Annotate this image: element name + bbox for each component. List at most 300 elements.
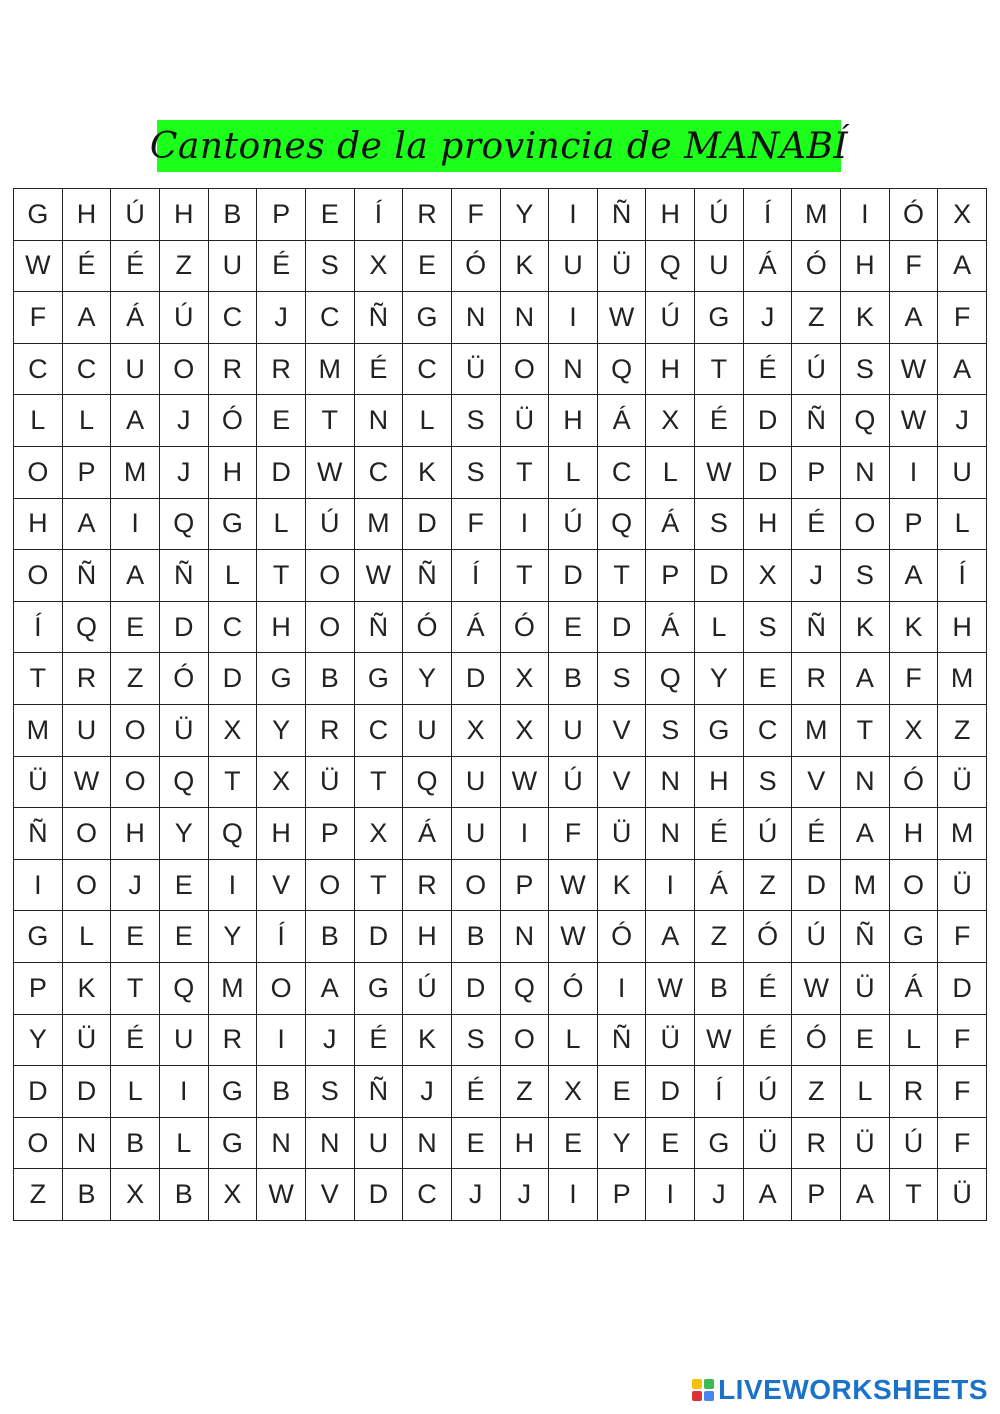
grid-cell[interactable]: Ü	[14, 757, 63, 809]
grid-cell[interactable]: Ñ	[792, 602, 841, 654]
grid-cell[interactable]: X	[257, 757, 306, 809]
grid-cell[interactable]: Á	[646, 499, 695, 551]
grid-cell[interactable]: E	[549, 1118, 598, 1170]
grid-cell[interactable]: X	[355, 241, 404, 293]
grid-cell[interactable]: C	[403, 1169, 452, 1221]
grid-cell[interactable]: S	[841, 550, 890, 602]
grid-cell[interactable]: J	[160, 395, 209, 447]
grid-cell[interactable]: S	[598, 653, 647, 705]
grid-cell[interactable]: V	[257, 860, 306, 912]
grid-cell[interactable]: N	[646, 808, 695, 860]
grid-cell[interactable]: D	[403, 499, 452, 551]
grid-cell[interactable]: D	[695, 550, 744, 602]
grid-cell[interactable]: H	[63, 189, 112, 241]
grid-cell[interactable]: É	[63, 241, 112, 293]
grid-cell[interactable]: Q	[598, 344, 647, 396]
grid-cell[interactable]: B	[111, 1118, 160, 1170]
grid-cell[interactable]: D	[355, 911, 404, 963]
grid-cell[interactable]: Ñ	[355, 292, 404, 344]
grid-cell[interactable]: W	[890, 395, 939, 447]
grid-cell[interactable]: Y	[695, 653, 744, 705]
grid-cell[interactable]: Ü	[938, 757, 987, 809]
grid-cell[interactable]: G	[355, 653, 404, 705]
grid-cell[interactable]: U	[209, 241, 258, 293]
grid-cell[interactable]: E	[452, 1118, 501, 1170]
grid-cell[interactable]: Ú	[403, 963, 452, 1015]
grid-cell[interactable]: A	[890, 550, 939, 602]
grid-cell[interactable]: O	[452, 860, 501, 912]
grid-cell[interactable]: H	[549, 395, 598, 447]
grid-cell[interactable]: Ñ	[160, 550, 209, 602]
grid-cell[interactable]: B	[257, 1066, 306, 1118]
grid-cell[interactable]: O	[111, 705, 160, 757]
grid-cell[interactable]: É	[744, 1015, 793, 1067]
grid-cell[interactable]: P	[792, 1169, 841, 1221]
grid-cell[interactable]: I	[209, 860, 258, 912]
grid-cell[interactable]: D	[549, 550, 598, 602]
grid-cell[interactable]: E	[598, 1066, 647, 1118]
grid-cell[interactable]: X	[209, 705, 258, 757]
grid-cell[interactable]: J	[792, 550, 841, 602]
grid-cell[interactable]: W	[549, 860, 598, 912]
grid-cell[interactable]: V	[598, 705, 647, 757]
grid-cell[interactable]: G	[14, 189, 63, 241]
grid-cell[interactable]: P	[306, 808, 355, 860]
grid-cell[interactable]: F	[14, 292, 63, 344]
grid-cell[interactable]: B	[695, 963, 744, 1015]
grid-cell[interactable]: E	[257, 395, 306, 447]
grid-cell[interactable]: D	[160, 602, 209, 654]
grid-cell[interactable]: W	[355, 550, 404, 602]
grid-cell[interactable]: M	[306, 344, 355, 396]
grid-cell[interactable]: E	[111, 911, 160, 963]
grid-cell[interactable]: U	[355, 1118, 404, 1170]
grid-cell[interactable]: Á	[744, 241, 793, 293]
grid-cell[interactable]: R	[209, 1015, 258, 1067]
grid-cell[interactable]: E	[646, 1118, 695, 1170]
grid-cell[interactable]: U	[695, 241, 744, 293]
grid-cell[interactable]: O	[501, 344, 550, 396]
grid-cell[interactable]: J	[306, 1015, 355, 1067]
grid-cell[interactable]: Ü	[160, 705, 209, 757]
grid-cell[interactable]: Ü	[501, 395, 550, 447]
grid-cell[interactable]: L	[209, 550, 258, 602]
grid-cell[interactable]: K	[841, 602, 890, 654]
grid-cell[interactable]: N	[549, 344, 598, 396]
grid-cell[interactable]: Ñ	[598, 1015, 647, 1067]
grid-cell[interactable]: C	[744, 705, 793, 757]
grid-cell[interactable]: J	[160, 447, 209, 499]
grid-cell[interactable]: Í	[257, 911, 306, 963]
grid-cell[interactable]: M	[792, 189, 841, 241]
grid-cell[interactable]: L	[111, 1066, 160, 1118]
grid-cell[interactable]: Q	[841, 395, 890, 447]
grid-cell[interactable]: É	[695, 395, 744, 447]
grid-cell[interactable]: I	[549, 1169, 598, 1221]
grid-cell[interactable]: I	[111, 499, 160, 551]
grid-cell[interactable]: Q	[209, 808, 258, 860]
grid-cell[interactable]: X	[938, 189, 987, 241]
grid-cell[interactable]: Í	[695, 1066, 744, 1118]
grid-cell[interactable]: G	[14, 911, 63, 963]
grid-cell[interactable]: Ü	[744, 1118, 793, 1170]
grid-cell[interactable]: D	[744, 447, 793, 499]
grid-cell[interactable]: É	[111, 241, 160, 293]
grid-cell[interactable]: K	[501, 241, 550, 293]
grid-cell[interactable]: Ó	[209, 395, 258, 447]
grid-cell[interactable]: Y	[403, 653, 452, 705]
grid-cell[interactable]: G	[257, 653, 306, 705]
grid-cell[interactable]: L	[938, 499, 987, 551]
grid-cell[interactable]: P	[646, 550, 695, 602]
grid-cell[interactable]: N	[841, 447, 890, 499]
grid-cell[interactable]: Ó	[744, 911, 793, 963]
grid-cell[interactable]: Ú	[160, 292, 209, 344]
grid-cell[interactable]: W	[598, 292, 647, 344]
grid-cell[interactable]: S	[841, 344, 890, 396]
grid-cell[interactable]: Á	[890, 963, 939, 1015]
grid-cell[interactable]: W	[695, 447, 744, 499]
grid-cell[interactable]: Ó	[598, 911, 647, 963]
grid-cell[interactable]: I	[890, 447, 939, 499]
grid-cell[interactable]: O	[14, 1118, 63, 1170]
grid-cell[interactable]: Ü	[841, 963, 890, 1015]
grid-cell[interactable]: É	[744, 344, 793, 396]
grid-cell[interactable]: H	[209, 447, 258, 499]
grid-cell[interactable]: Á	[695, 860, 744, 912]
grid-cell[interactable]: T	[306, 395, 355, 447]
grid-cell[interactable]: K	[598, 860, 647, 912]
grid-cell[interactable]: Í	[938, 550, 987, 602]
grid-cell[interactable]: N	[841, 757, 890, 809]
grid-cell[interactable]: K	[403, 447, 452, 499]
grid-cell[interactable]: Q	[160, 499, 209, 551]
grid-cell[interactable]: W	[14, 241, 63, 293]
grid-cell[interactable]: G	[209, 1066, 258, 1118]
grid-cell[interactable]: B	[209, 189, 258, 241]
grid-cell[interactable]: N	[306, 1118, 355, 1170]
grid-cell[interactable]: Á	[646, 602, 695, 654]
grid-cell[interactable]: L	[257, 499, 306, 551]
grid-cell[interactable]: X	[549, 1066, 598, 1118]
grid-cell[interactable]: L	[63, 395, 112, 447]
grid-cell[interactable]: D	[452, 963, 501, 1015]
grid-cell[interactable]: É	[695, 808, 744, 860]
grid-cell[interactable]: N	[501, 292, 550, 344]
grid-cell[interactable]: F	[938, 292, 987, 344]
grid-cell[interactable]: C	[209, 602, 258, 654]
grid-cell[interactable]: Z	[938, 705, 987, 757]
grid-cell[interactable]: T	[598, 550, 647, 602]
grid-cell[interactable]: K	[403, 1015, 452, 1067]
grid-cell[interactable]: H	[14, 499, 63, 551]
grid-cell[interactable]: L	[403, 395, 452, 447]
grid-cell[interactable]: Ó	[792, 241, 841, 293]
grid-cell[interactable]: Z	[695, 911, 744, 963]
grid-cell[interactable]: F	[938, 1066, 987, 1118]
grid-cell[interactable]: Á	[452, 602, 501, 654]
grid-cell[interactable]: F	[938, 911, 987, 963]
grid-cell[interactable]: X	[646, 395, 695, 447]
grid-cell[interactable]: H	[841, 241, 890, 293]
grid-cell[interactable]: N	[355, 395, 404, 447]
grid-cell[interactable]: H	[160, 189, 209, 241]
grid-cell[interactable]: Y	[257, 705, 306, 757]
grid-cell[interactable]: Ó	[890, 189, 939, 241]
grid-cell[interactable]: E	[403, 241, 452, 293]
grid-cell[interactable]: X	[890, 705, 939, 757]
grid-cell[interactable]: D	[355, 1169, 404, 1221]
grid-cell[interactable]: U	[549, 241, 598, 293]
grid-cell[interactable]: L	[160, 1118, 209, 1170]
grid-cell[interactable]: Ú	[549, 499, 598, 551]
grid-cell[interactable]: E	[160, 911, 209, 963]
grid-cell[interactable]: W	[63, 757, 112, 809]
grid-cell[interactable]: U	[160, 1015, 209, 1067]
grid-cell[interactable]: J	[111, 860, 160, 912]
grid-cell[interactable]: Ñ	[403, 550, 452, 602]
grid-cell[interactable]: Ú	[792, 911, 841, 963]
grid-cell[interactable]: W	[890, 344, 939, 396]
grid-cell[interactable]: Ñ	[355, 602, 404, 654]
grid-cell[interactable]: D	[792, 860, 841, 912]
grid-cell[interactable]: P	[257, 189, 306, 241]
grid-cell[interactable]: Ú	[890, 1118, 939, 1170]
grid-cell[interactable]: T	[890, 1169, 939, 1221]
grid-cell[interactable]: Ü	[938, 1169, 987, 1221]
grid-cell[interactable]: Ú	[744, 1066, 793, 1118]
grid-cell[interactable]: X	[209, 1169, 258, 1221]
grid-cell[interactable]: T	[501, 550, 550, 602]
grid-cell[interactable]: O	[14, 550, 63, 602]
grid-cell[interactable]: S	[744, 602, 793, 654]
grid-cell[interactable]: G	[209, 1118, 258, 1170]
grid-cell[interactable]: U	[938, 447, 987, 499]
grid-cell[interactable]: E	[306, 189, 355, 241]
grid-cell[interactable]: Ü	[452, 344, 501, 396]
grid-cell[interactable]: I	[257, 1015, 306, 1067]
grid-cell[interactable]: I	[160, 1066, 209, 1118]
grid-cell[interactable]: O	[501, 1015, 550, 1067]
grid-cell[interactable]: É	[355, 1015, 404, 1067]
grid-cell[interactable]: Q	[160, 757, 209, 809]
grid-cell[interactable]: Z	[501, 1066, 550, 1118]
grid-cell[interactable]: I	[646, 1169, 695, 1221]
grid-cell[interactable]: G	[695, 292, 744, 344]
grid-cell[interactable]: O	[111, 757, 160, 809]
grid-cell[interactable]: I	[646, 860, 695, 912]
grid-cell[interactable]: I	[14, 860, 63, 912]
grid-cell[interactable]: O	[306, 602, 355, 654]
grid-cell[interactable]: Í	[355, 189, 404, 241]
grid-cell[interactable]: S	[646, 705, 695, 757]
grid-cell[interactable]: X	[744, 550, 793, 602]
grid-cell[interactable]: Q	[646, 241, 695, 293]
grid-cell[interactable]: É	[792, 808, 841, 860]
grid-cell[interactable]: A	[938, 344, 987, 396]
grid-cell[interactable]: Z	[792, 292, 841, 344]
grid-cell[interactable]: Ú	[111, 189, 160, 241]
grid-cell[interactable]: E	[549, 602, 598, 654]
grid-cell[interactable]: H	[403, 911, 452, 963]
grid-cell[interactable]: A	[841, 653, 890, 705]
grid-cell[interactable]: Ó	[890, 757, 939, 809]
grid-cell[interactable]: Q	[403, 757, 452, 809]
grid-cell[interactable]: E	[841, 1015, 890, 1067]
grid-cell[interactable]: S	[452, 395, 501, 447]
grid-cell[interactable]: W	[792, 963, 841, 1015]
grid-cell[interactable]: C	[403, 344, 452, 396]
grid-cell[interactable]: M	[14, 705, 63, 757]
grid-cell[interactable]: G	[695, 1118, 744, 1170]
grid-cell[interactable]: Z	[111, 653, 160, 705]
grid-cell[interactable]: J	[695, 1169, 744, 1221]
grid-cell[interactable]: N	[63, 1118, 112, 1170]
grid-cell[interactable]: S	[306, 1066, 355, 1118]
grid-cell[interactable]: T	[355, 757, 404, 809]
grid-cell[interactable]: J	[501, 1169, 550, 1221]
grid-cell[interactable]: Ü	[938, 860, 987, 912]
grid-cell[interactable]: O	[306, 550, 355, 602]
grid-cell[interactable]: Z	[14, 1169, 63, 1221]
grid-cell[interactable]: D	[209, 653, 258, 705]
grid-cell[interactable]: A	[646, 911, 695, 963]
grid-cell[interactable]: N	[257, 1118, 306, 1170]
word-search-grid[interactable]	[13, 188, 987, 1221]
grid-cell[interactable]: O	[306, 860, 355, 912]
grid-cell[interactable]: H	[257, 808, 306, 860]
grid-cell[interactable]: W	[549, 911, 598, 963]
grid-cell[interactable]: G	[695, 705, 744, 757]
grid-cell[interactable]: O	[160, 344, 209, 396]
grid-cell[interactable]: D	[598, 602, 647, 654]
grid-cell[interactable]: Ó	[403, 602, 452, 654]
grid-cell[interactable]: R	[792, 1118, 841, 1170]
grid-cell[interactable]: R	[257, 344, 306, 396]
grid-cell[interactable]: B	[63, 1169, 112, 1221]
grid-cell[interactable]: Ü	[646, 1015, 695, 1067]
grid-cell[interactable]: A	[306, 963, 355, 1015]
grid-cell[interactable]: Ó	[452, 241, 501, 293]
grid-cell[interactable]: Ú	[744, 808, 793, 860]
grid-cell[interactable]: U	[403, 705, 452, 757]
grid-cell[interactable]: P	[14, 963, 63, 1015]
grid-cell[interactable]: W	[306, 447, 355, 499]
grid-cell[interactable]: D	[744, 395, 793, 447]
grid-cell[interactable]: X	[452, 705, 501, 757]
grid-cell[interactable]: Z	[744, 860, 793, 912]
grid-cell[interactable]: H	[646, 189, 695, 241]
grid-cell[interactable]: U	[452, 757, 501, 809]
grid-cell[interactable]: S	[452, 447, 501, 499]
grid-cell[interactable]: B	[452, 911, 501, 963]
grid-cell[interactable]: L	[549, 447, 598, 499]
grid-cell[interactable]: M	[938, 808, 987, 860]
grid-cell[interactable]: É	[355, 344, 404, 396]
grid-cell[interactable]: C	[355, 705, 404, 757]
grid-cell[interactable]: U	[549, 705, 598, 757]
grid-cell[interactable]: R	[63, 653, 112, 705]
grid-cell[interactable]: D	[646, 1066, 695, 1118]
grid-cell[interactable]: B	[306, 653, 355, 705]
grid-cell[interactable]: Í	[744, 189, 793, 241]
grid-cell[interactable]: X	[111, 1169, 160, 1221]
grid-cell[interactable]: B	[160, 1169, 209, 1221]
grid-cell[interactable]: D	[938, 963, 987, 1015]
grid-cell[interactable]: X	[501, 705, 550, 757]
grid-cell[interactable]: J	[257, 292, 306, 344]
grid-cell[interactable]: Q	[646, 653, 695, 705]
grid-cell[interactable]: C	[63, 344, 112, 396]
grid-cell[interactable]: Q	[63, 602, 112, 654]
grid-cell[interactable]: Ü	[598, 241, 647, 293]
grid-cell[interactable]: Ñ	[841, 911, 890, 963]
grid-cell[interactable]: W	[695, 1015, 744, 1067]
grid-cell[interactable]: J	[403, 1066, 452, 1118]
grid-cell[interactable]: S	[452, 1015, 501, 1067]
grid-cell[interactable]: N	[452, 292, 501, 344]
grid-cell[interactable]: F	[452, 499, 501, 551]
grid-cell[interactable]: D	[14, 1066, 63, 1118]
grid-cell[interactable]: F	[938, 1015, 987, 1067]
grid-cell[interactable]: T	[841, 705, 890, 757]
grid-cell[interactable]: G	[355, 963, 404, 1015]
grid-cell[interactable]: A	[111, 395, 160, 447]
grid-cell[interactable]: M	[111, 447, 160, 499]
grid-cell[interactable]: Y	[501, 189, 550, 241]
grid-cell[interactable]: R	[890, 1066, 939, 1118]
grid-cell[interactable]: A	[111, 550, 160, 602]
grid-cell[interactable]: T	[209, 757, 258, 809]
grid-cell[interactable]: Y	[14, 1015, 63, 1067]
grid-cell[interactable]: É	[257, 241, 306, 293]
grid-cell[interactable]: M	[792, 705, 841, 757]
grid-cell[interactable]: W	[646, 963, 695, 1015]
grid-cell[interactable]: P	[501, 860, 550, 912]
grid-cell[interactable]: I	[501, 808, 550, 860]
grid-cell[interactable]: R	[306, 705, 355, 757]
grid-cell[interactable]: É	[792, 499, 841, 551]
grid-cell[interactable]: Ú	[695, 189, 744, 241]
grid-cell[interactable]: A	[841, 808, 890, 860]
grid-cell[interactable]: I	[598, 963, 647, 1015]
grid-cell[interactable]: Z	[160, 241, 209, 293]
grid-cell[interactable]: A	[744, 1169, 793, 1221]
grid-cell[interactable]: K	[890, 602, 939, 654]
grid-cell[interactable]: Y	[209, 911, 258, 963]
grid-cell[interactable]: I	[549, 189, 598, 241]
grid-cell[interactable]: C	[306, 292, 355, 344]
grid-cell[interactable]: Á	[403, 808, 452, 860]
grid-cell[interactable]: A	[890, 292, 939, 344]
grid-cell[interactable]: L	[841, 1066, 890, 1118]
grid-cell[interactable]: O	[63, 808, 112, 860]
grid-cell[interactable]: É	[111, 1015, 160, 1067]
grid-cell[interactable]: Ú	[646, 292, 695, 344]
grid-cell[interactable]: W	[257, 1169, 306, 1221]
grid-cell[interactable]: C	[209, 292, 258, 344]
grid-cell[interactable]: Ó	[792, 1015, 841, 1067]
grid-cell[interactable]: Ü	[598, 808, 647, 860]
grid-cell[interactable]: T	[355, 860, 404, 912]
grid-cell[interactable]: K	[841, 292, 890, 344]
grid-cell[interactable]: D	[452, 653, 501, 705]
grid-cell[interactable]: A	[63, 499, 112, 551]
grid-cell[interactable]: J	[744, 292, 793, 344]
grid-cell[interactable]: S	[306, 241, 355, 293]
grid-cell[interactable]: O	[890, 860, 939, 912]
grid-cell[interactable]: S	[695, 499, 744, 551]
